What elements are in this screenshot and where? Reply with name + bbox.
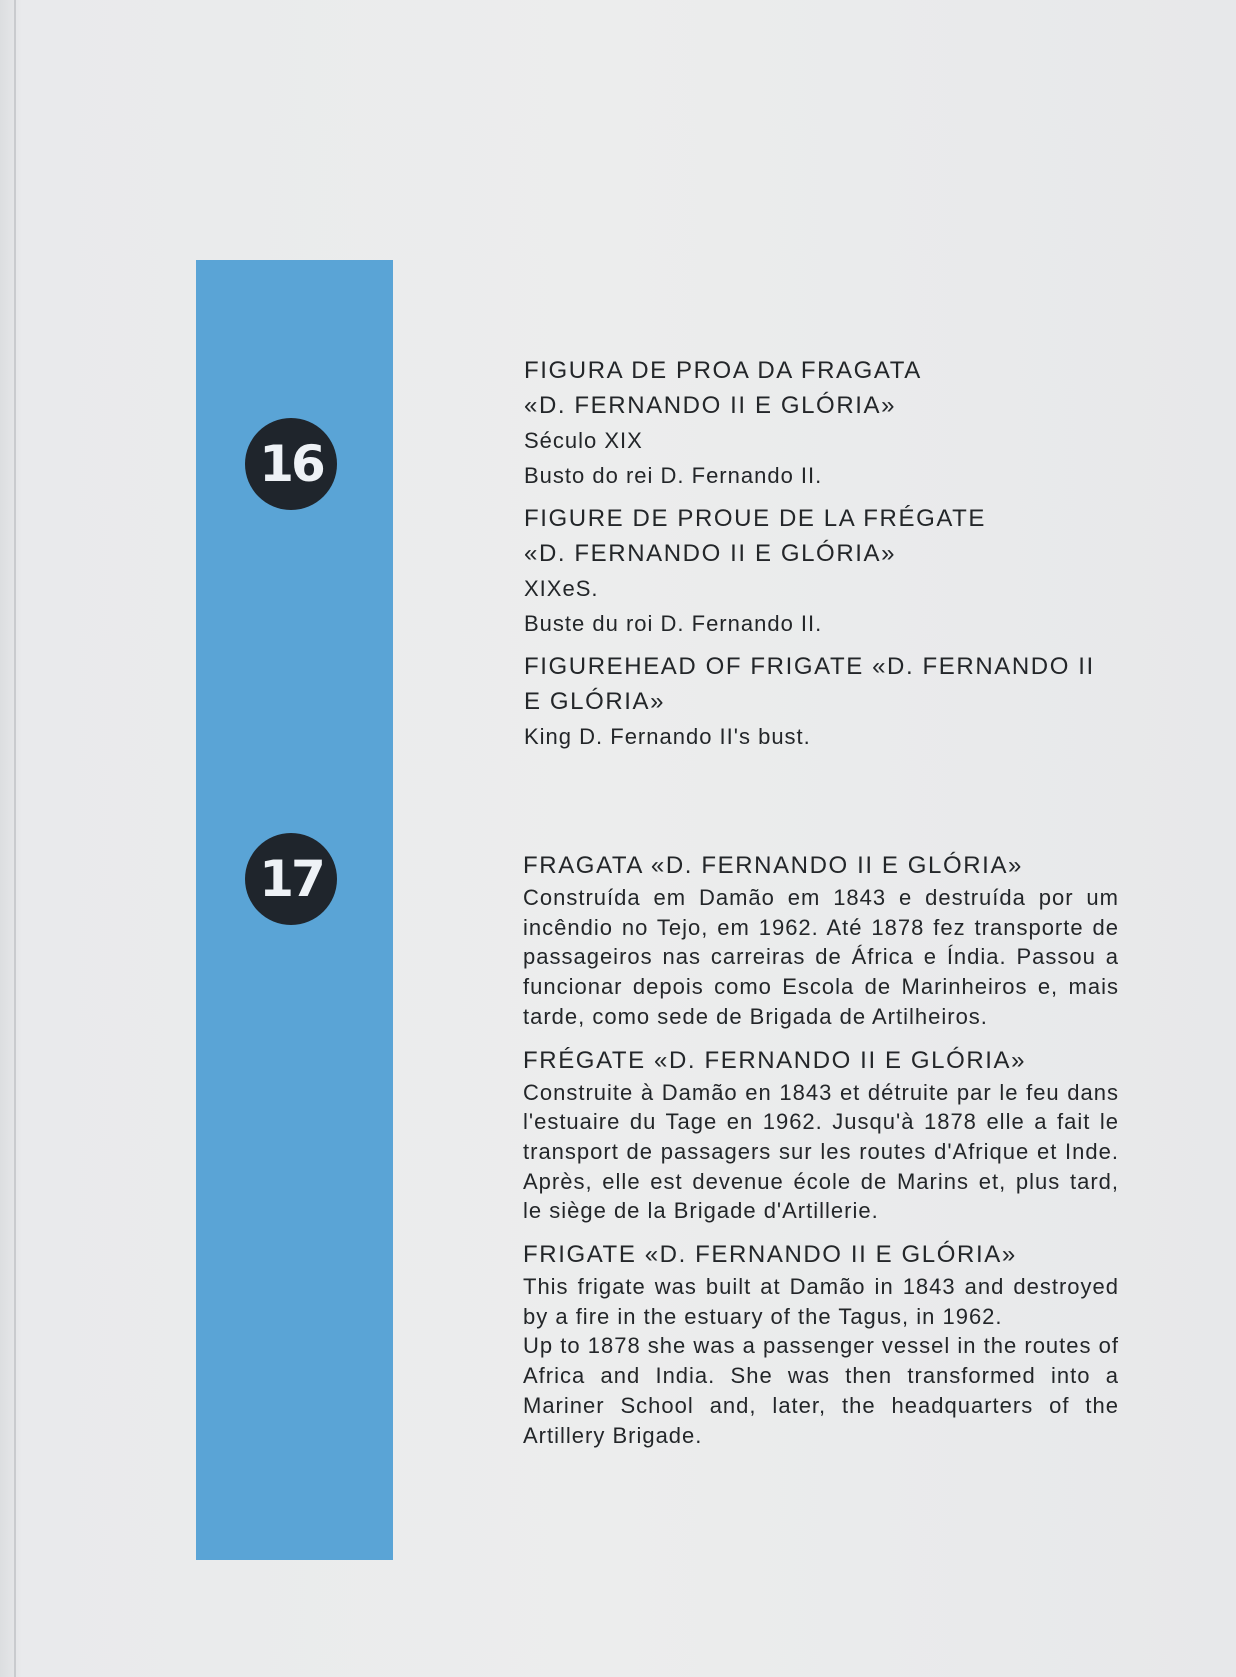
entry-17-pt-title: FRAGATA «D. FERNANDO II E GLÓRIA» <box>523 852 1023 879</box>
item-number-badge-16: 16 <box>245 418 337 510</box>
entry-16-en-title-line2: E GLÓRIA» <box>524 688 666 715</box>
entry-16-pt-title-line2: «D. FERNANDO II E GLÓRIA» <box>524 392 897 419</box>
entry-17-fr-title: FRÉGATE «D. FERNANDO II E GLÓRIA» <box>523 1046 1027 1074</box>
page-left-edge <box>14 0 16 1677</box>
entry-16-en-title-line1: FIGUREHEAD OF FRIGATE «D. FERNANDO II <box>524 653 1095 680</box>
entry-16-fr-title <box>524 501 1120 571</box>
entry-17-pt-body: Construída em Damão em 1843 e destruída por um incêndio no Tejo, em 1962. Até 1878 fez transporte de passageiros nas carreiras de África e Índia. Passou a funcionar depois como Escola de Marinheiros e, mais tarde, como sede de Brigada de Artilheiros. <box>523 885 1119 1029</box>
entry-16-en-title <box>524 649 1120 719</box>
entry-16-pt-title <box>524 353 1120 423</box>
entry-16-portuguese <box>524 353 1120 493</box>
entry-17-fr-body: Construite à Damão en 1843 et détruite par le feu dans l'estuaire du Tage en 1962. Jusqu'à 1878 elle a fait le transport de passagers sur les routes d'Afrique et Inde. Après, elle est devenue école de Marins et, plus tard, le siège de la Brigade d'Artillerie. <box>523 1079 1119 1224</box>
entry-16-pt-century: Século XIX <box>524 428 643 453</box>
entry-17-en-body-1: This frigate was built at Damão in 1843 and destroyed by a fire in the estuary of the Tagus, in 1962. <box>523 1274 1119 1329</box>
entry-16-fr-title-line2: «D. FERNANDO II E GLÓRIA» <box>524 540 897 567</box>
entry-16-fr-title-line1: FIGURE DE PROUE DE LA FRÉGATE <box>524 505 987 532</box>
entry-16-english <box>524 649 1120 754</box>
entry-17-french <box>523 1044 1119 1227</box>
item-number-badge-17: 17 <box>245 833 337 925</box>
entry-16-fr-description: Buste du roi D. Fernando II. <box>524 611 823 636</box>
entry-16-fr-century: XIXeS. <box>524 576 599 601</box>
entry-17 <box>523 849 1119 1462</box>
entry-16-en-description: King D. Fernando II's bust. <box>524 724 811 749</box>
entry-16-french <box>524 501 1120 641</box>
entry-17-en-title: FRIGATE «D. FERNANDO II E GLÓRIA» <box>523 1241 1017 1269</box>
entry-17-portuguese <box>523 849 1119 1032</box>
entry-16-pt-title-line1: FIGURA DE PROA DA FRAGATA <box>524 357 922 384</box>
entry-16-pt-description: Busto do rei D. Fernando II. <box>524 463 823 488</box>
entry-17-en-body-2: Up to 1878 she was a passenger vessel in the routes of Africa and India. She was then transformed into a Mariner School and, later, the headquarters of the Artillery Brigade. <box>523 1333 1119 1448</box>
entry-16 <box>524 353 1120 762</box>
entry-17-english <box>523 1238 1119 1450</box>
